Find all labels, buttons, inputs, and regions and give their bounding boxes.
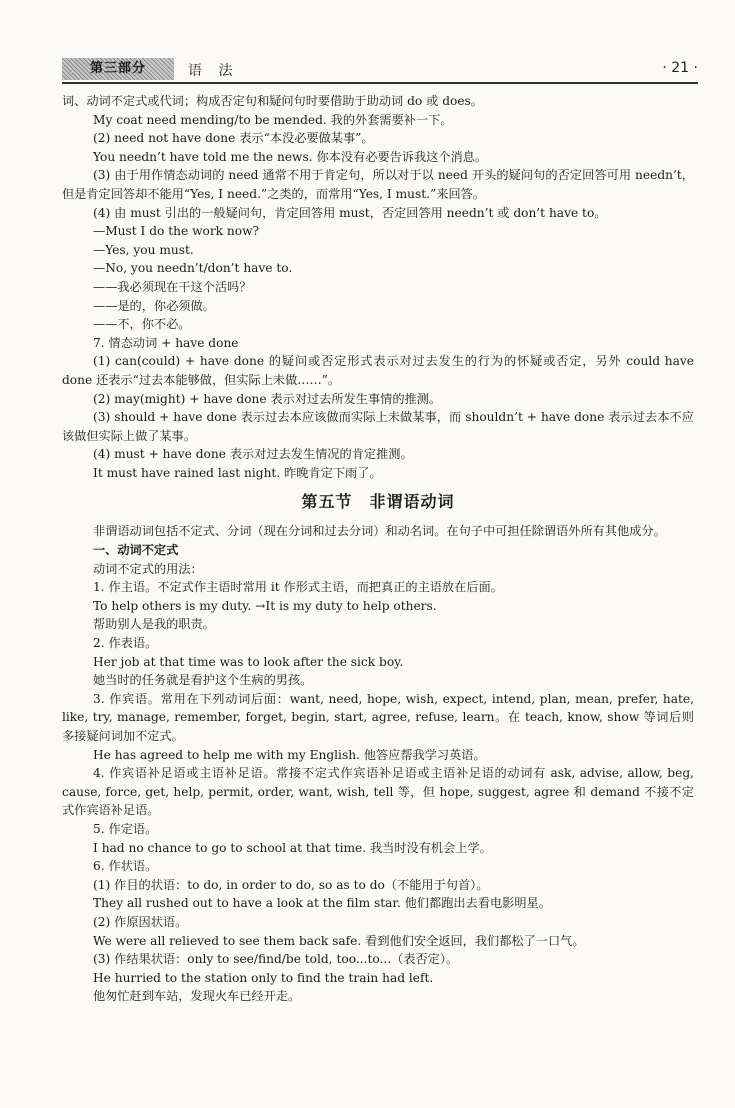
text-line: 2. 作表语。 <box>93 636 158 651</box>
text-line: (3) should + have done 表示过去本应该做而实际上未做某事，而 shouldn’t + have done 表示过去本不应该做但实际上做了某事。 <box>62 410 694 443</box>
text-line: I had no chance to go to school at that time. 我当时没有机会上学。 <box>93 840 492 855</box>
page-body <box>62 92 694 1006</box>
text-line: ——不，你不必。 <box>93 317 191 332</box>
text-line: 4. 作宾语补足语或主语补足语。常接不定式作宾语补足语或主语补足语的动词有 ask, advise, allow, beg, cause, force, get, help, permit, order, want, wish, tell 等，但 hope, suggest, agree 和 demand 不接不定式作宾语补足语。 <box>62 766 694 818</box>
text-line: It must have rained last night. 昨晚肯定下雨了。 <box>93 465 382 480</box>
text-line: We were all relieved to see them back safe. 看到他们安全返回，我们都松了一口气。 <box>93 933 585 948</box>
text-line: 7. 情态动词 + have done <box>93 335 239 350</box>
text-block-modal-verbs <box>62 92 694 482</box>
text-line: (3) 作结果状语：only to see/find/be told, too...to...（表否定）。 <box>93 952 459 967</box>
text-line: 3. 作宾语。常用在下列动词后面：want, need, hope, wish, expect, intend, plan, mean, prefer, hate, like, try, manage, remember, forget, begin, start, agree, refuse, learn。在 teach, know, show 等词后则多接疑问词加不定式。 <box>62 691 694 743</box>
text-line: Her job at that time was to look after the sick boy. <box>93 654 404 669</box>
text-line: 6. 作状语。 <box>93 859 158 874</box>
text-line: They all rushed out to have a look at the film star. 他们都跑出去看电影明星。 <box>93 896 551 911</box>
text-line: —No, you needn’t/don’t have to. <box>93 261 293 276</box>
text-line: (2) need not have done 表示“本没必要做某事”。 <box>93 131 374 146</box>
text-line: ——是的，你必须做。 <box>93 298 215 313</box>
page-number: · 21 · <box>662 60 698 76</box>
text-line: 非谓语动词包括不定式、分词（现在分词和过去分词）和动名词。在句子中可担任除谓语外所有其他成分。 <box>93 524 666 539</box>
text-line: 帮助别人是我的职责。 <box>93 617 215 632</box>
chapter-title: 语 法 <box>188 63 239 79</box>
text-line: (4) must + have done 表示对过去发生情况的肯定推测。 <box>93 447 413 462</box>
text-line: 她当时的任务就是看护这个生病的男孩。 <box>93 673 313 688</box>
text-line: —Yes, you must. <box>93 242 194 257</box>
text-line: 5. 作定语。 <box>93 821 158 836</box>
text-line: He hurried to the station only to find the train had left. <box>93 970 434 985</box>
text-line: 动词不定式的用法： <box>93 561 203 576</box>
text-line: ——我必须现在干这个活吗？ <box>93 279 252 294</box>
text-line: 他匆忙赶到车站，发现火车已经开走。 <box>93 989 301 1004</box>
text-line: (2) 作原因状语。 <box>93 914 188 929</box>
text-line: My coat need mending/to be mended. 我的外套需要补一下。 <box>93 112 453 127</box>
text-line: (3) 由于用作情态动词的 need 通常不用于肯定句，所以对于以 need 开头的疑问句的否定回答可用 needn’t，但是肯定回答却不能用“Yes, I need.”之类的，而常用“Yes, I must.”来回答。 <box>62 168 694 201</box>
section-title: 第五节 非谓语动词 <box>301 492 455 512</box>
text-line: 一、动词不定式 <box>93 543 179 558</box>
text-line: He has agreed to help me with my English. 他答应帮我学习英语。 <box>93 747 486 762</box>
text-line: (1) 作目的状语：to do, in order to do, so as to do（不能用于句首）。 <box>93 877 489 892</box>
text-line: (4) 由 must 引出的一般疑问句，肯定回答用 must，否定回答用 needn’t 或 don’t have to。 <box>93 205 607 220</box>
header-rule <box>62 82 698 84</box>
text-line: (2) may(might) + have done 表示对过去所发生事情的推测。 <box>93 391 442 406</box>
text-line: (1) can(could) + have done 的疑问或否定形式表示对过去发生的行为的怀疑或否定，另外 could have done 还表示“过去本能够做，但实际上未做……”。 <box>62 354 694 387</box>
text-line: —Must I do the work now? <box>93 224 260 239</box>
text-line: 1. 作主语。不定式作主语时常用 it 作形式主语，而把真正的主语放在后面。 <box>93 580 503 595</box>
text-line: To help others is my duty. →It is my duty to help others. <box>93 598 437 613</box>
part-label: 第三部分 <box>62 58 174 80</box>
text-block-nonfinite-verbs <box>62 522 694 1005</box>
text-line: 词、动词不定式或代词；构成否定句和疑问句时要借助于助动词 do 或 does。 <box>62 94 483 108</box>
text-line: You needn’t have told me the news. 你本没有必要告诉我这个消息。 <box>93 149 488 164</box>
page-header <box>62 54 698 84</box>
